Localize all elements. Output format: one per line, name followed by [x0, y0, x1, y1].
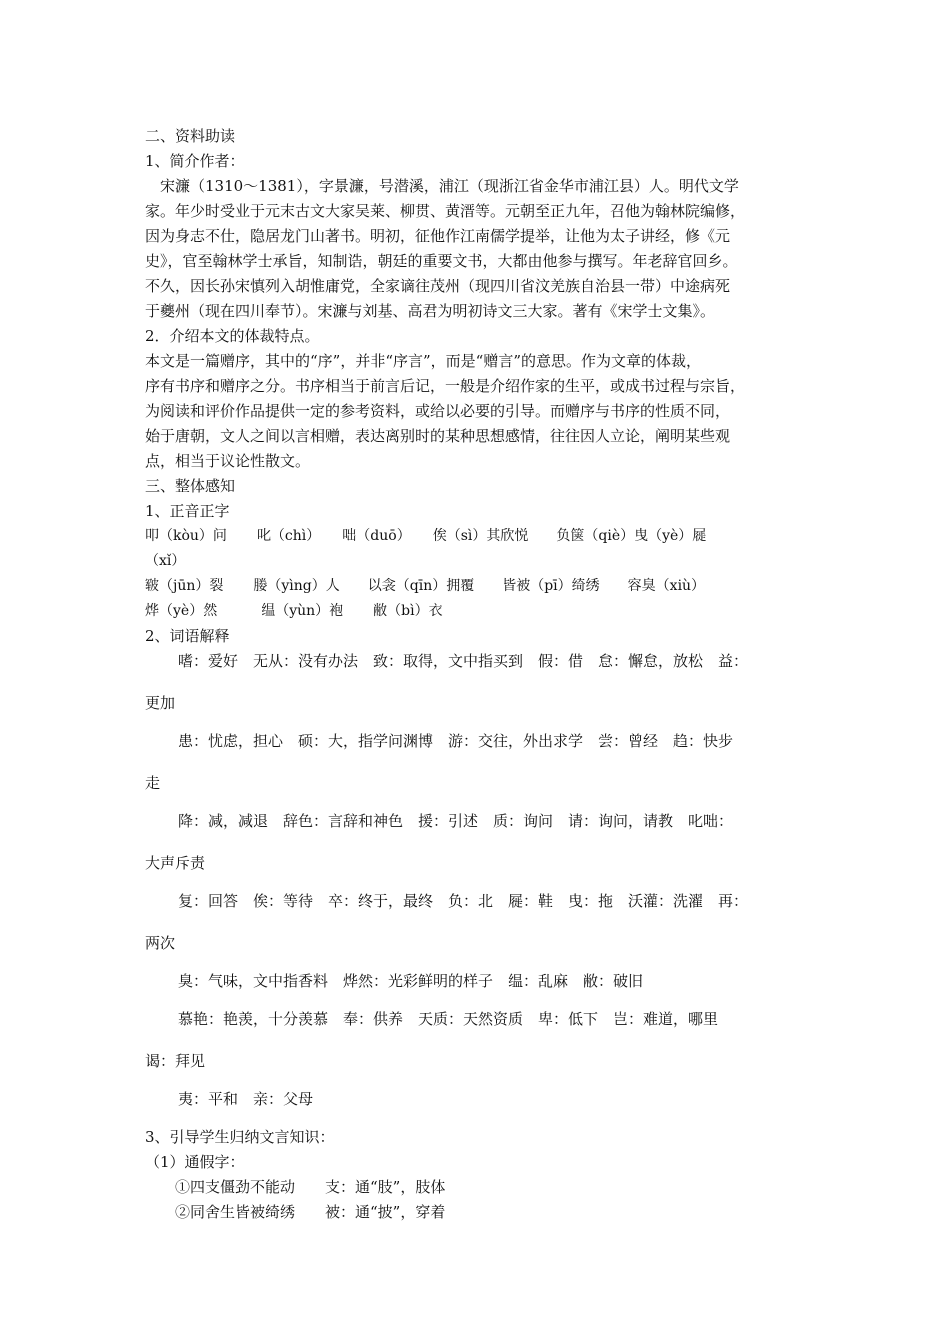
pinyin-line [145, 574, 825, 599]
author-line: 史》，官至翰林学士承旨，知制诰，朝廷的重要文书，大都由他参与撰写。年老辞官回乡。 [145, 252, 738, 270]
list-item: ②同舍生皆被绮绣 被：通“披”，穿着 [175, 1203, 446, 1221]
pinyin-word: 烨（yè）然 [145, 603, 218, 619]
author-line: 不久，因长孙宋慎列入胡惟庸党，全家谪往茂州（现四川省汶羌族自治县一带）中途病死 [145, 277, 731, 295]
subheading: 1、正音正字 [145, 502, 230, 520]
vocab-continuation: 更加 [145, 694, 176, 712]
vocab-line: 复：回答 俟：等待 卒：终于，最终 负：北 屣：鞋 曳：拖 沃灌：洗濯 再： [178, 892, 749, 910]
genre-line: 始于唐朝，文人之间以言相赠，表达离别时的某种思想感情，往往因人立论，阐明某些观 [145, 427, 731, 445]
subheading: 1、简介作者： [145, 152, 245, 170]
section-title: 三、整体感知 [145, 477, 236, 495]
pinyin-word: 以衾（qīn）拥覆 [367, 578, 475, 594]
pinyin-line [145, 599, 825, 624]
author-line: 宋濂（1310～1381），字景濂，号潜溪，浦江（现浙江省金华市浦江县）人。明代文学 [145, 177, 739, 195]
pinyin-word: 咄（duō） [342, 528, 411, 544]
section-title: 二、资料助读 [145, 127, 236, 145]
subheading: 3、引导学生归纳文言知识： [145, 1128, 335, 1146]
document-page [145, 124, 825, 1225]
vocab-continuation: 谒：拜见 [145, 1052, 206, 1070]
pinyin-word: 缊（yùn）袍 [261, 603, 344, 619]
list-item: ①四支僵劲不能动 支：通“肢”，肢体 [175, 1178, 446, 1196]
vocab-line: 患：忧虑，担心 硕：大，指学问渊博 游：交往，外出求学 尝：曾经 趋：快步 [178, 732, 734, 750]
pinyin-word: 容臭（xiù） [627, 578, 706, 594]
vocab-continuation: 走 [145, 774, 161, 792]
vocab-line: 夷：平和 亲：父母 [178, 1090, 314, 1108]
author-line: 于夔州（现在四川奉节）。宋濂与刘基、高君为明初诗文三大家。著有《宋学士文集》。 [145, 302, 716, 320]
pinyin-word: 叩（kòu）问 [145, 528, 227, 544]
genre-line: 点，相当于议论性散文。 [145, 452, 311, 470]
pinyin-word: 俟（sì）其欣悦 [432, 528, 529, 544]
pinyin-word: 皲（jūn）裂 [145, 578, 224, 594]
subheading-minor: （1）通假字： [145, 1153, 245, 1171]
pinyin-word: 敝（bì）衣 [373, 603, 443, 619]
pinyin-word: （xǐ） [145, 553, 186, 569]
vocab-continuation: 两次 [145, 934, 176, 952]
pinyin-word: 皆被（pī）绮绣 [502, 578, 600, 594]
pinyin-word: 负箧（qiè）曳（yè）屣 [556, 528, 707, 544]
genre-line: 本文是一篇赠序，其中的“序”，并非“序言”，而是“赠言”的意思。作为文章的体裁， [145, 352, 702, 370]
author-line: 家。年少时受业于元末古文大家吴莱、柳贯、黄溍等。元朝至正九年，召他为翰林院编修， [145, 202, 746, 220]
pinyin-line [145, 524, 825, 549]
pinyin-line [145, 549, 825, 574]
vocab-line: 嗜：爱好 无从：没有办法 致：取得，文中指买到 假：借 怠：懈怠，放松 益： [178, 652, 749, 670]
genre-line: 序有书序和赠序之分。书序相当于前言后记，一般是介绍作家的生平，或成书过程与宗旨， [145, 377, 746, 395]
author-line: 因为身志不仕，隐居龙门山著书。明初，征他作江南儒学提举，让他为太子讲经，修《元 [145, 227, 731, 245]
genre-line: 为阅读和评价作品提供一定的参考资料，或给以必要的引导。而赠序与书序的性质不同， [145, 402, 731, 420]
pinyin-word: 媵（yìng）人 [253, 578, 340, 594]
vocab-line: 降：减，减退 辞色：言辞和神色 援：引述 质：询问 请：询问，请教 叱咄： [178, 812, 734, 830]
subheading: 2．介绍本文的体裁特点。 [145, 327, 320, 345]
vocab-continuation: 大声斥责 [145, 854, 206, 872]
subheading: 2、词语解释 [145, 627, 230, 645]
vocab-line: 慕艳：艳羡，十分羡慕 奉：供养 天质：天然资质 卑：低下 岂：难道，哪里 [178, 1010, 719, 1028]
pinyin-word: 叱（chì） [256, 528, 321, 544]
vocab-line: 臭：气味，文中指香料 烨然：光彩鲜明的样子 缊：乱麻 敝：破旧 [178, 972, 644, 990]
